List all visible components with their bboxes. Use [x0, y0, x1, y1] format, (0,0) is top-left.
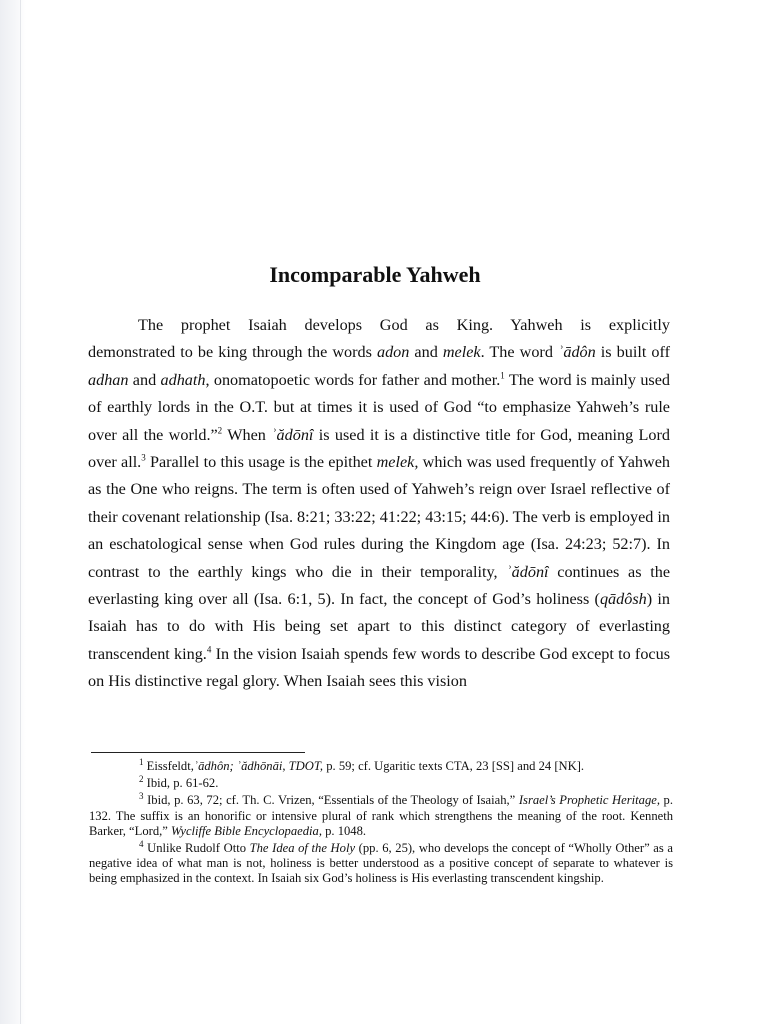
scan-edge — [0, 0, 26, 1024]
footnote-ref-1: 1 — [500, 370, 505, 381]
footnote-ref-3: 3 — [141, 452, 146, 463]
footnote-ref-4: 4 — [206, 644, 212, 655]
opening-line: The prophet Isaiah develops God as King. Yahweh is explicitly — [138, 316, 670, 334]
body-paragraph: demonstrated to be king through the words adon and melek. The word ʾādôn is built off adhan and adhath, onomatopoetic words for father and mother.$^1$ The word is mainly used of earthly lords in the O.T. but at times it is used of God “to emphasize Yahweh’s rule over all the world.”$^2$ When ʾădōnî is used it is a distinctive title for God, meaning Lord over all.$^3$ Parallel to this usage is the epithet melek, which was used frequently of Yahweh as the One who reigns. The term is often used of Yahweh’s reign over Israel reflective of their covenant relationship (Isa. 8:21; 33:22; 41:22; 43:15; 44:6). The verb is employed in an eschatological sense when God rules during the Kingdom age (Isa. 24:23; 52:7). In contrast to the earthly kings who die in their temporality, ʾădōnî continues as the everlasting king over all (Isa. 6:1, 5). In fact, the concept of God’s holiness (qādôsh) in Isaiah has to do with His being set apart to this distinct category of everlasting transcendent king.$^4$ In the vision Isaiah spends few words to describe God except to focus on His distinctive regal glory. When Isaiah sees this vision — [88, 343, 671, 691]
body-text — [88, 312, 670, 696]
footnote-ref-2: 2 — [217, 425, 223, 436]
footnotes — [89, 756, 674, 889]
page-title: Incomparable Yahweh — [269, 262, 481, 287]
footnote-4: $^4$ Unlike Rudolf Otto The Idea of the Holy (pp. 6, 25), who develops the concept of “Wholly Other” as a negative idea of what man is not, holiness is better understood as a positive concept of separate to whatever is being emphasized in the context. In Isaiah six God’s holiness is His everlasting transcendent kingship. — [89, 838, 673, 886]
footnote-1: $^1$ Eissfeldt,ʾādhôn; ʾădhōnāi, TDOT, p. 59; cf. Ugaritic texts CTA, 23 [SS] and 24 [NK]. — [139, 756, 585, 773]
footnote-separator — [91, 752, 305, 753]
footnote-3: $^3$ Ibid, p. 63, 72; cf. Th. C. Vrizen, “Essentials of the Theology of Isaiah,” Israel’s Prophetic Heritage, p. 132. The suffix is an honorific or intensive plural of rank which strengthens the meaning of the root. Kenneth Barker, “Lord,” Wycliffe Bible Encyclopaedia, p. 1048. — [89, 791, 674, 838]
footnote-2: $^2$ Ibid, p. 61-62. — [139, 774, 219, 791]
